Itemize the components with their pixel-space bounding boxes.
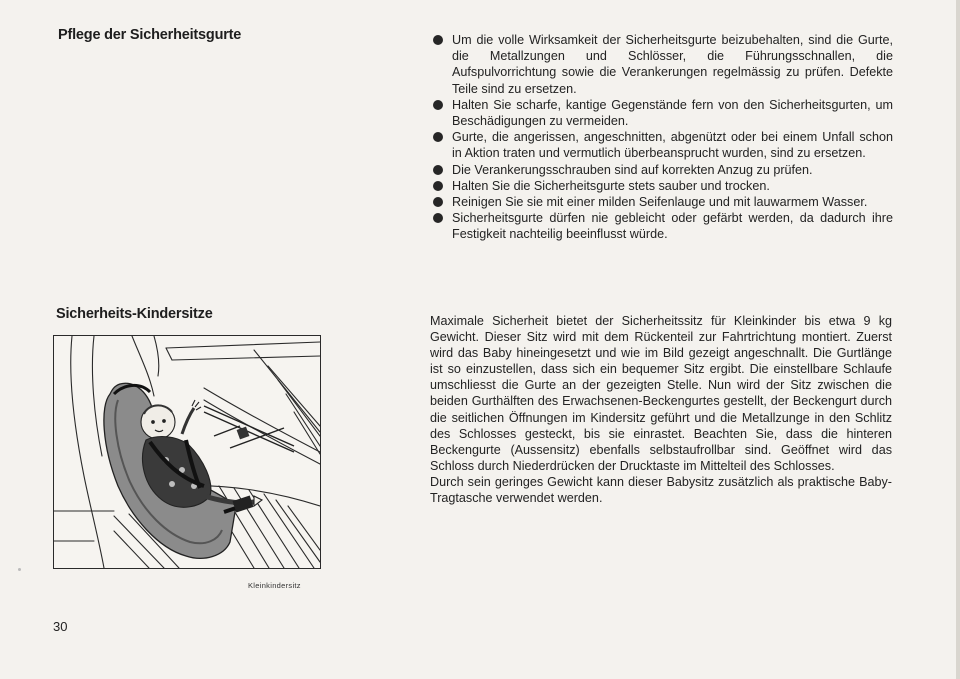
list-item	[431, 32, 893, 97]
paper-spot	[18, 568, 21, 571]
list-item	[431, 210, 893, 242]
heading-belt-care: Pflege der Sicherheitsgurte	[58, 27, 242, 43]
bullet-icon	[433, 132, 443, 142]
bullet-icon	[433, 35, 443, 45]
list-item-text: Sicherheitsgurte dürfen nie gebleicht oder gefärbt werden, da dadurch ihre Festigkeit nachteilig beeinflusst würde.	[452, 211, 893, 242]
child-seat-description	[430, 313, 892, 506]
bullet-icon	[433, 181, 443, 191]
heading-child-seats: Sicherheits-Kindersitze	[56, 306, 213, 322]
child-seat-illustration	[53, 335, 321, 569]
figure-caption: Kleinkindersitz	[248, 581, 301, 590]
bullet-icon	[433, 213, 443, 223]
paragraph: Maximale Sicherheit bietet der Sicherheitssitz für Kleinkinder bis etwa 9 kg Gewicht. Dieser Sitz wird mit dem Rückenteil zur Fahrtrichtung montiert. Zuerst wird das Baby hineingesetzt und wie im Bild gezeigt angeschnallt. Die Gurtlänge ist so einzustellen, dass sich ein bequemer Sitz ergibt. Die einstellbare Schlaufe umschliesst die Gurte an der gezeigten Stelle. Nun wird der Sitz zwischen die beiden Gurthälften des Erwachsenen-Beckengurtes gestellt, der Beckengurt durch die seitlichen Öffnungen im Kindersitz geführt und die Metallzunge in den Schlitz des Schlosses gesteckt, bis sie einrastet. Beachten Sie, dass die hinteren Beckengurte (Aussensitz) ebenfalls selbstaufrollbar sind. Geöffnet wird das Schloss durch Niederdrücken der Drucktaste im Mittelteil des Schlosses.	[430, 314, 892, 473]
bullet-icon	[433, 100, 443, 110]
bullet-icon	[433, 197, 443, 207]
list-item	[431, 162, 893, 178]
belt-care-list	[431, 32, 893, 243]
page-edge	[956, 0, 960, 679]
list-item-text: Halten Sie die Sicherheitsgurte stets sauber und trocken.	[452, 178, 770, 193]
list-item	[431, 97, 893, 129]
list-item-text: Gurte, die angerissen, angeschnitten, abgenützt oder bei einem Unfall schon in Aktion traten und vermutlich überbeansprucht wurden, sind zu ersetzen.	[452, 130, 893, 161]
baby-seat-drawing	[54, 336, 320, 568]
bullet-icon	[433, 165, 443, 175]
list-item	[431, 129, 893, 161]
list-item-text: Halten Sie scharfe, kantige Gegenstände fern von den Sicherheitsgurten, um Beschädigungen zu vermeiden.	[452, 97, 893, 129]
paragraph: Durch sein geringes Gewicht kann dieser Babysitz zusätzlich als praktische Baby-Tragtasche verwendet werden.	[430, 474, 892, 506]
list-item-text: Um die volle Wirksamkeit der Sicherheitsgurte beizubehalten, sind die Gurte, die Metallzungen und Schlösser, die Führungsschnallen, die Aufspulvorrichtung sowie die Verankerungen regelmässig zu prüfen. Defekte Teile sind zu ersetzen.	[452, 33, 893, 96]
list-item-text: Die Verankerungsschrauben sind auf korrekten Anzug zu prüfen.	[452, 162, 813, 177]
page-number: 30	[53, 619, 68, 634]
list-item	[431, 178, 893, 194]
list-item	[431, 194, 893, 210]
list-item-text: Reinigen Sie sie mit einer milden Seifenlauge und mit lauwarmem Wasser.	[452, 195, 868, 210]
